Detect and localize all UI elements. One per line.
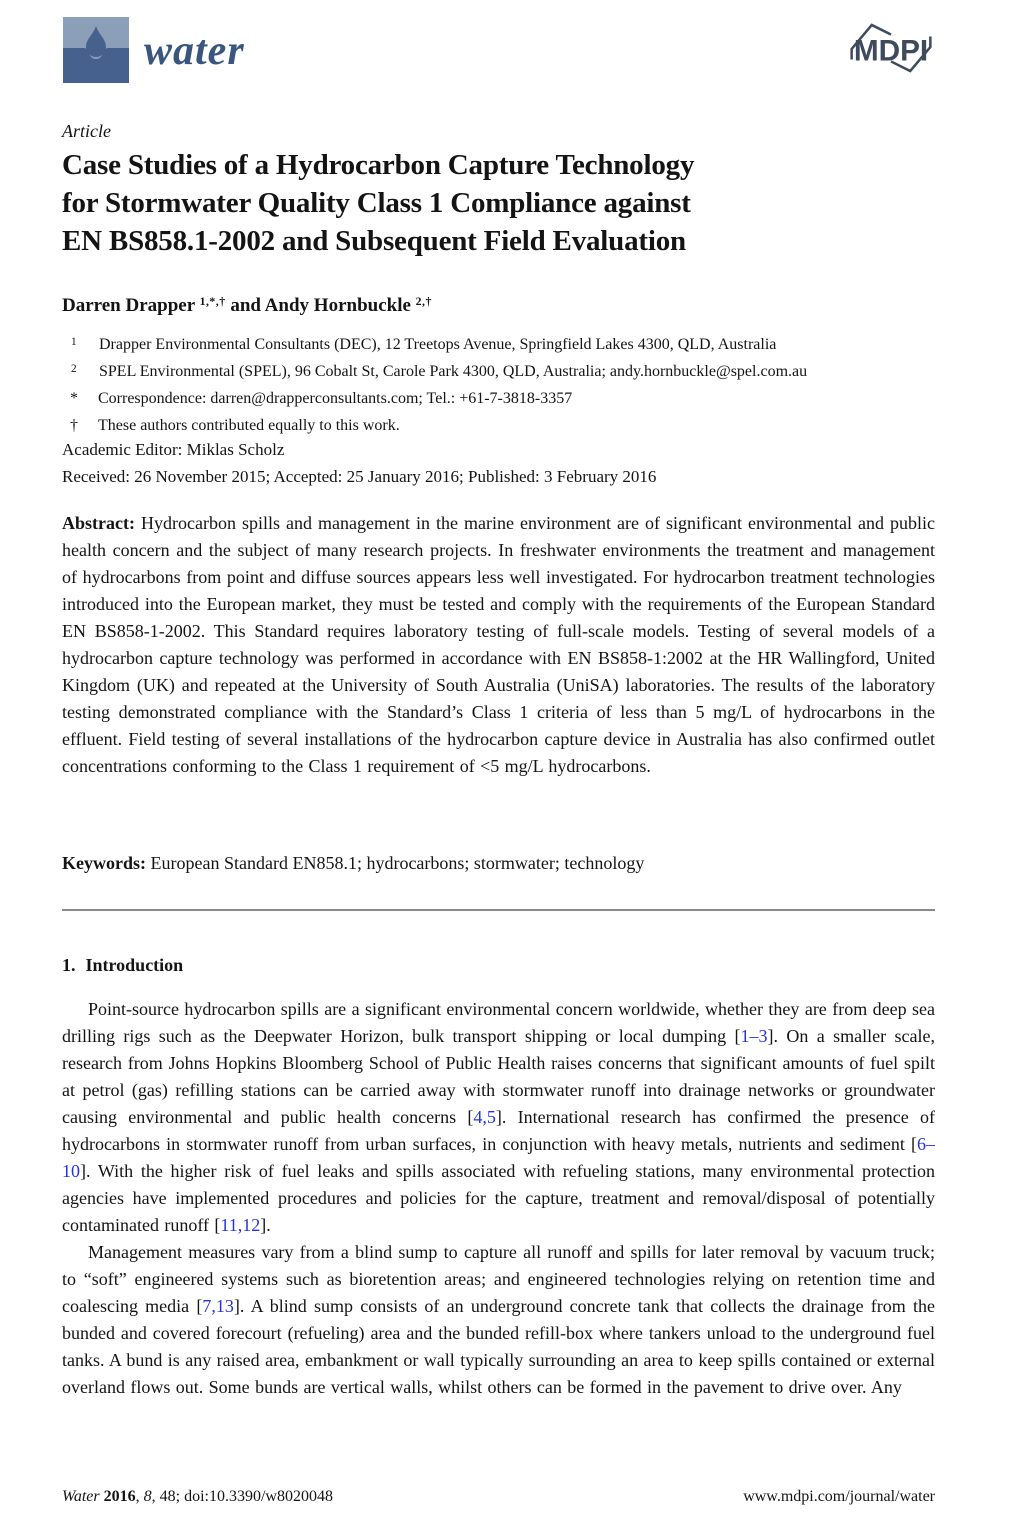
abstract-text: Hydrocarbon spills and management in the marine environment are of significant environmental and public health concern and the subject of many research projects. In freshwater environments the treatment and management of hydrocarbons from point and diffuse sources appears less well investigated. For hydrocarbon treatment technologies introduced into the European market, they must be tested and comply with the requirements of the European Standard EN BS858-1-2002. This Standard requires laboratory testing of full-scale models. Testing of several models of a hydrocarbon capture technology was performed in accordance with EN BS858-1:2002 at the HR Wallingford, United Kingdom (UK) and repeated at the University of South Australia (UniSA) laboratories. The results of the laboratory testing demonstrated compliance with the Standard’s Class 1 criteria of less than 5 mg/L of hydrocarbons in the effluent. Field testing of several installations of the hydrocarbon capture device in Australia has also confirmed outlet concentrations conforming to the Class 1 requirement of <5 mg/L hydrocarbons. (62, 513, 935, 776)
mdpi-wordmark: MDPI (853, 34, 929, 68)
text-segment: 2,† (415, 294, 432, 308)
citation-link[interactable]: 6–10 (62, 1134, 935, 1181)
intro-heading (62, 955, 935, 976)
mdpi-logo (843, 14, 939, 82)
text-segment: ]. With the higher risk of fuel leaks and spills associated with refueling stations, many environmental protection agencies have implemented procedures and policies for the capture, treatment and removal/disposal of potentially contaminated runoff [ (62, 1161, 935, 1235)
page-title (62, 146, 935, 260)
affiliation-row-1 (62, 331, 935, 358)
text-segment: ]. (260, 1215, 271, 1235)
keywords-text: European Standard EN858.1; hydrocarbons; stormwater; technology (146, 853, 645, 873)
intro-paragraph-2 (62, 1239, 935, 1401)
text-segment: ]. A blind sump consists of an underground concrete tank that collects the drainage from the bunded and covered forecourt (refueling) area and the bunded refill-box where tankers unload to the underground fuel tanks. A bund is any raised area, embankment or wall typically surrounding an area to keep spills contained or external overland flows out. Some bunds are vertical walls, whilst others can be formed in the pavement to drive over. Any (62, 1296, 935, 1397)
citation-link[interactable]: 4,5 (473, 1107, 496, 1127)
abstract-label: Abstract: (62, 513, 135, 533)
intro-heading-number: 1. (62, 955, 76, 975)
affiliation-row-2 (62, 358, 935, 385)
text-segment: 2016 (103, 1488, 136, 1505)
text-segment: Water (62, 1488, 104, 1505)
equal-contribution-marker: † (70, 417, 78, 434)
text-segment: ]. On a smaller scale, research from Johns Hopkins Bloomberg School of Public Health raises concerns that significant amounts of fuel spilt at petrol (gas) refilling stations can be carried away with stormwater runoff into drainage networks or groundwater causing environmental and public health concerns [ (62, 1026, 935, 1127)
text-segment: 8 (143, 1488, 152, 1505)
affiliation-marker: 2 (71, 363, 77, 375)
page-footer (62, 1488, 935, 1506)
academic-editor-line: Academic Editor: Miklas Scholz (62, 440, 285, 459)
text-segment: , 48; doi:10.3390/w8020048 (151, 1488, 333, 1505)
title-line-3: EN BS858.1-2002 and Subsequent Field Evaluation (62, 225, 686, 257)
affiliations-list (62, 331, 935, 439)
dates-line: Received: 26 November 2015; Accepted: 25 January 2016; Published: 3 February 2016 (62, 467, 657, 486)
section-divider (62, 909, 935, 911)
text-segment: Point-source hydrocarbon spills are a significant environmental concern worldwide, whether they are from deep sea drilling rigs such as the Deepwater Horizon, bulk transport shipping or local dumping [ (62, 999, 935, 1046)
authors-line (62, 295, 935, 317)
keywords (62, 853, 935, 874)
intro-section (62, 996, 935, 1401)
article-type-label: Article (62, 121, 111, 141)
correspondence-text: Correspondence: darren@drapperconsultants.com; Tel.: +61-7-3818-3357 (98, 390, 573, 407)
abstract (62, 510, 935, 780)
text-segment: Management measures vary from a blind sump to capture all runoff and spills for later removal by vacuum truck; to “soft” engineered systems such as bioretention areas; and engineered technologies relying on retention time and coalescing media [ (62, 1242, 935, 1316)
journal-logo (62, 16, 245, 84)
citation-link[interactable]: 11,12 (220, 1215, 261, 1235)
footer-citation (62, 1488, 333, 1506)
affiliation-text: SPEL Environmental (SPEL), 96 Cobalt St, Carole Park 4300, QLD, Australia; andy.hornbuckle@spel.com.au (99, 363, 808, 380)
footer-journal-url[interactable]: www.mdpi.com/journal/water (743, 1488, 935, 1505)
text-segment: Darren Drapper (62, 295, 200, 316)
citation-link[interactable]: 1–3 (740, 1026, 768, 1046)
keywords-label: Keywords: (62, 853, 146, 873)
text-segment: ]. International research has confirmed the presence of hydrocarbons in stormwater runoff from urban surfaces, in conjunction with heavy metals, nutrients and sediment [ (62, 1107, 935, 1154)
affiliation-marker: 1 (71, 336, 77, 348)
water-logo-icon (62, 16, 130, 84)
intro-heading-text: Introduction (85, 955, 184, 975)
equal-contribution-row (62, 412, 935, 439)
affiliation-text: Drapper Environmental Consultants (DEC), 12 Treetops Avenue, Springfield Lakes 4300, QLD, Australia (99, 336, 777, 353)
title-line-2: for Stormwater Quality Class 1 Compliance against (62, 187, 691, 219)
intro-paragraph-1 (62, 996, 935, 1239)
correspondence-marker: * (70, 390, 78, 407)
equal-contribution-text: These authors contributed equally to this work. (98, 417, 400, 434)
journal-name: water (144, 28, 245, 74)
text-segment: 1,*,† (199, 294, 226, 308)
correspondence-row (62, 385, 935, 412)
citation-link[interactable]: 7,13 (202, 1296, 234, 1316)
text-segment: , (135, 1488, 144, 1505)
text-segment: and Andy Hornbuckle (225, 295, 416, 316)
title-line-1: Case Studies of a Hydrocarbon Capture Technology (62, 149, 695, 181)
